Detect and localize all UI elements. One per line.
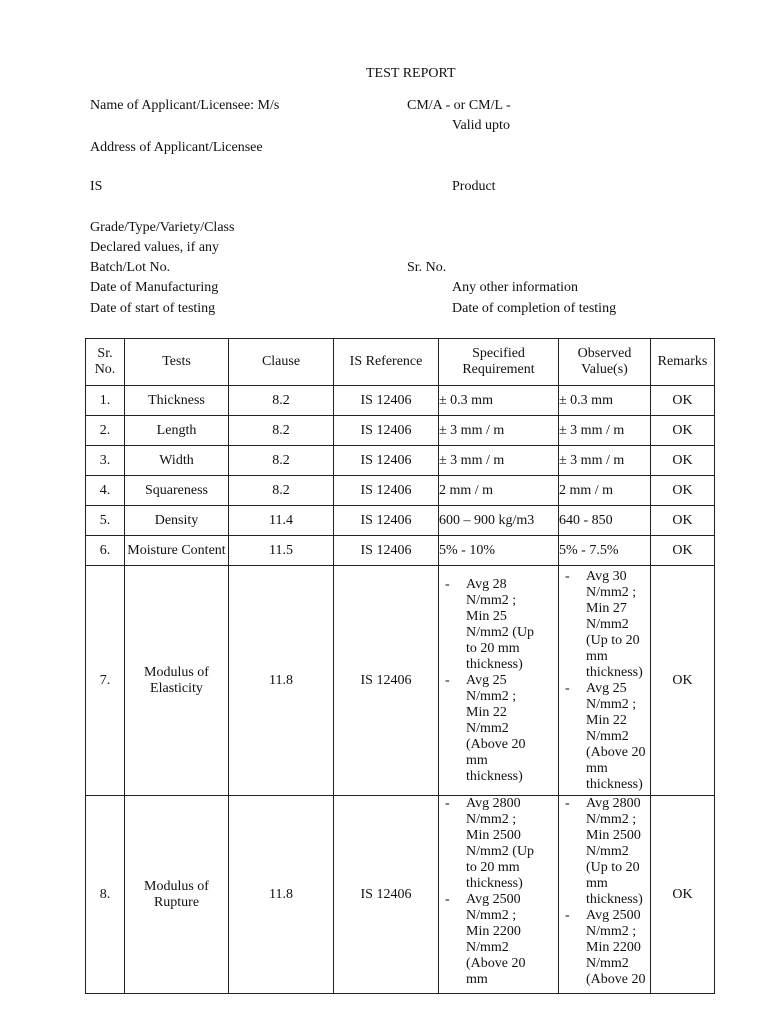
list-line: mm: [466, 752, 488, 768]
spec-list: [439, 796, 558, 988]
list-line: Min 27: [586, 600, 627, 616]
obs-list: [559, 796, 650, 988]
spec-list: [439, 577, 558, 785]
list-item: [559, 569, 650, 681]
cell-sr: 5.: [86, 506, 125, 536]
list-line: N/mm2 ;: [586, 924, 637, 939]
table-row: [86, 796, 715, 994]
list-line: N/mm2 ;: [586, 584, 637, 600]
cell-isref: IS 12406: [334, 796, 439, 994]
other-info-label: Any other information: [452, 280, 578, 295]
header-sr-line1: Sr.: [97, 346, 113, 361]
list-line: N/mm2 (Up: [466, 624, 535, 640]
list-line: N/mm2 ;: [466, 812, 517, 827]
list-line: Avg 30: [586, 568, 627, 584]
header-is-reference: IS Reference: [334, 339, 439, 386]
cell-spec: [439, 566, 559, 796]
cell-test-line1: Modulus of: [144, 664, 209, 680]
cell-clause: 8.2: [229, 446, 334, 476]
header-remarks: Remarks: [651, 339, 715, 386]
cell-clause: 8.2: [229, 416, 334, 446]
list-line: Min 2500: [466, 828, 521, 843]
bullet-dash: -: [445, 892, 450, 907]
list-line: mm: [586, 648, 608, 664]
cell-test: Thickness: [125, 386, 229, 416]
cell-remarks: OK: [651, 796, 715, 994]
cell-spec: 2 mm / m: [439, 476, 559, 506]
header-tests: Tests: [125, 339, 229, 386]
cell-remarks: OK: [651, 536, 715, 566]
sr-no-label: Sr. No.: [407, 260, 447, 275]
batch-label: Batch/Lot No.: [90, 260, 171, 275]
cell-obs: 2 mm / m: [559, 476, 651, 506]
cell-clause: 11.8: [229, 796, 334, 994]
cell-test: Density: [125, 506, 229, 536]
list-item: [559, 908, 650, 988]
list-line: thickness): [466, 656, 523, 672]
list-line: Min 2200: [466, 924, 521, 939]
bullet-dash: -: [445, 672, 450, 688]
cell-remarks: OK: [651, 416, 715, 446]
cell-obs: 640 - 850: [559, 506, 651, 536]
table-row: [86, 386, 715, 416]
table-row: [86, 506, 715, 536]
cell-isref: IS 12406: [334, 506, 439, 536]
cell-sr: 4.: [86, 476, 125, 506]
list-line: N/mm2: [586, 956, 629, 971]
cell-obs: [559, 796, 651, 994]
cell-clause: 8.2: [229, 476, 334, 506]
cell-test-line2: Rupture: [153, 894, 200, 910]
cell-clause: 8.2: [229, 386, 334, 416]
list-line: to 20 mm: [466, 860, 520, 875]
cell-test: [125, 796, 229, 994]
table-row: [86, 476, 715, 506]
list-line: Avg 25: [586, 680, 627, 696]
cell-spec: [439, 796, 559, 994]
address-label: Address of Applicant/Licensee: [90, 140, 263, 155]
cell-spec: 5% - 10%: [439, 536, 559, 566]
header-specified-requirement: [439, 339, 559, 386]
cell-remarks: OK: [651, 566, 715, 796]
list-line: N/mm2 ;: [586, 696, 637, 712]
cell-remarks: OK: [651, 386, 715, 416]
cell-spec: ± 3 mm / m: [439, 416, 559, 446]
completion-testing-label: Date of completion of testing: [452, 301, 617, 316]
list-line: Avg 28: [466, 576, 507, 592]
list-line: (Above 20: [586, 972, 646, 987]
cell-remarks: OK: [651, 506, 715, 536]
cell-remarks: OK: [651, 446, 715, 476]
list-line: thickness): [586, 776, 643, 792]
cell-test: Moisture Content: [125, 536, 229, 566]
header-observed-values: [559, 339, 651, 386]
cell-isref: IS 12406: [334, 386, 439, 416]
cell-sr: 3.: [86, 446, 125, 476]
list-item: [439, 673, 558, 785]
cell-sr: 7.: [86, 566, 125, 796]
list-line: Avg 2800: [586, 796, 641, 811]
list-line: N/mm2: [586, 728, 629, 744]
cell-sr: 6.: [86, 536, 125, 566]
list-item: [559, 796, 650, 908]
list-line: (Above 20: [466, 956, 526, 971]
grade-label: Grade/Type/Variety/Class: [90, 220, 235, 235]
cell-sr: 2.: [86, 416, 125, 446]
bullet-dash: -: [565, 908, 570, 923]
list-line: N/mm2 ;: [466, 908, 517, 923]
table-row: [86, 536, 715, 566]
bullet-dash: -: [565, 680, 570, 696]
list-line: Min 25: [466, 608, 507, 624]
cell-obs: [559, 566, 651, 796]
cell-isref: IS 12406: [334, 536, 439, 566]
bullet-dash: -: [445, 576, 450, 592]
cell-test-line1: Modulus of: [144, 878, 209, 894]
cell-isref: IS 12406: [334, 566, 439, 796]
header-spec-line2: Requirement: [462, 362, 535, 377]
cell-spec: ± 3 mm / m: [439, 446, 559, 476]
list-line: mm: [466, 972, 488, 987]
cell-obs: ± 0.3 mm: [559, 386, 651, 416]
list-line: thickness): [466, 876, 523, 891]
cell-clause: 11.8: [229, 566, 334, 796]
start-testing-label: Date of start of testing: [90, 301, 216, 316]
cell-isref: IS 12406: [334, 446, 439, 476]
header-sr-line2: No.: [94, 362, 116, 377]
header-clause: Clause: [229, 339, 334, 386]
list-line: N/mm2: [466, 940, 509, 955]
applicant-name-label: Name of Applicant/Licensee: M/s: [90, 98, 280, 113]
list-line: to 20 mm: [466, 640, 520, 656]
cell-sr: 1.: [86, 386, 125, 416]
cell-spec: 600 – 900 kg/m3: [439, 506, 559, 536]
list-line: N/mm2: [466, 720, 509, 736]
cell-test: Width: [125, 446, 229, 476]
list-line: (Above 20: [586, 744, 646, 760]
list-line: N/mm2: [586, 844, 629, 859]
header-sr-no: [86, 339, 125, 386]
list-item: [439, 796, 558, 892]
cell-sr: 8.: [86, 796, 125, 994]
cell-obs: 5% - 7.5%: [559, 536, 651, 566]
cell-remarks: OK: [651, 476, 715, 506]
list-line: Avg 25: [466, 672, 507, 688]
header-obs-line1: Observed: [577, 346, 632, 361]
cell-clause: 11.5: [229, 536, 334, 566]
declared-values-label: Declared values, if any: [90, 240, 220, 255]
bullet-dash: -: [445, 796, 450, 811]
list-line: thickness): [466, 768, 523, 784]
table-row: [86, 566, 715, 796]
list-item: [559, 681, 650, 793]
test-results-table: [85, 338, 715, 994]
bullet-dash: -: [565, 796, 570, 811]
list-line: (Above 20: [466, 736, 526, 752]
is-label: IS: [90, 179, 103, 194]
list-line: N/mm2 (Up: [466, 844, 535, 859]
cell-clause: 11.4: [229, 506, 334, 536]
cell-test: Length: [125, 416, 229, 446]
list-line: N/mm2 ;: [586, 812, 637, 827]
list-line: thickness): [586, 664, 643, 680]
list-line: Min 2500: [586, 828, 641, 843]
page-title: TEST REPORT: [366, 66, 456, 81]
list-line: Min 2200: [586, 940, 641, 955]
header-obs-line2: Value(s): [581, 362, 628, 377]
list-line: Avg 2800: [466, 796, 521, 811]
list-line: N/mm2 ;: [466, 592, 517, 608]
header-spec-line1: Specified: [472, 346, 525, 361]
list-item: [439, 892, 558, 988]
bullet-dash: -: [565, 568, 570, 584]
cell-isref: IS 12406: [334, 476, 439, 506]
list-line: mm: [586, 760, 608, 776]
cell-spec: ± 0.3 mm: [439, 386, 559, 416]
list-line: (Up to 20: [586, 860, 640, 875]
list-line: (Up to 20: [586, 632, 640, 648]
date-of-manufacturing-label: Date of Manufacturing: [90, 280, 219, 295]
cm-label: CM/A - or CM/L -: [407, 98, 511, 113]
table-row: [86, 446, 715, 476]
list-line: N/mm2: [586, 616, 629, 632]
list-line: mm: [586, 876, 608, 891]
list-line: Min 22: [466, 704, 507, 720]
cell-obs: ± 3 mm / m: [559, 446, 651, 476]
list-item: [439, 577, 558, 673]
product-label: Product: [452, 179, 496, 194]
list-line: N/mm2 ;: [466, 688, 517, 704]
obs-list: [559, 569, 650, 793]
list-line: thickness): [586, 892, 643, 907]
table-header-row: [86, 339, 715, 386]
cell-test-line2: Elasticity: [150, 680, 203, 696]
list-line: Avg 2500: [586, 908, 641, 923]
list-line: Min 22: [586, 712, 627, 728]
list-line: Avg 2500: [466, 892, 521, 907]
table-row: [86, 416, 715, 446]
cell-isref: IS 12406: [334, 416, 439, 446]
cell-obs: ± 3 mm / m: [559, 416, 651, 446]
valid-upto-label: Valid upto: [452, 118, 510, 133]
cell-test: [125, 566, 229, 796]
cell-test: Squareness: [125, 476, 229, 506]
